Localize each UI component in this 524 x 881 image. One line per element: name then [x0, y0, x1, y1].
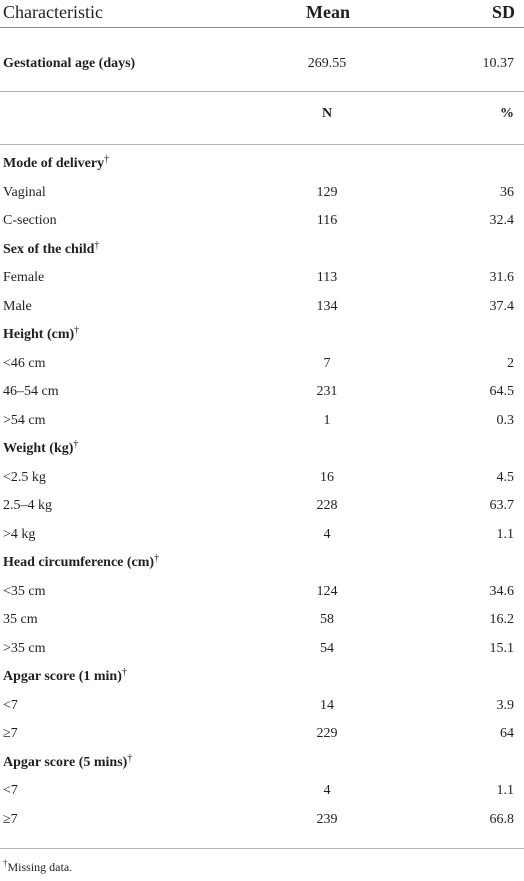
- group-header: [0, 321, 524, 351]
- row-percent: 0.3: [496, 412, 514, 428]
- group-title-text: Sex of the child: [3, 241, 95, 257]
- dagger-mark: †: [104, 154, 110, 165]
- group-header: [0, 549, 524, 579]
- dagger-mark: †: [121, 667, 127, 678]
- group-header: [0, 749, 524, 779]
- group-title: [3, 669, 127, 685]
- group-header: [0, 150, 524, 180]
- row-n: 54: [320, 640, 334, 656]
- group-title-text: Apgar score (1 min): [3, 669, 122, 684]
- row-percent: 64.5: [489, 384, 514, 399]
- row-n: 124: [316, 583, 338, 599]
- group-header: [0, 663, 524, 693]
- group-title-text: Weight (kg): [3, 441, 74, 456]
- table-row: [0, 207, 524, 237]
- divider: [0, 91, 524, 92]
- header-characteristic: Characteristic: [3, 2, 103, 22]
- row-percent: 1.1: [496, 526, 514, 542]
- group-title-text: Mode of delivery: [3, 156, 105, 171]
- row-percent: 66.8: [489, 811, 514, 827]
- group-title: [3, 441, 78, 457]
- row-n: 58: [320, 612, 334, 627]
- row-percent: 36: [500, 184, 514, 200]
- row-label: 2.5–4 kg: [3, 498, 52, 513]
- row-percent: 2: [507, 355, 514, 371]
- row-label: <46 cm: [3, 355, 46, 371]
- row-n: 129: [316, 184, 338, 200]
- row-n: 239: [316, 811, 338, 827]
- row-n: 228: [316, 498, 338, 513]
- subheader-percent: %: [500, 106, 514, 121]
- row-percent: 64: [500, 726, 514, 741]
- table-row: [0, 293, 524, 323]
- row-label: <2.5 kg: [3, 469, 46, 485]
- group-title-text: Apgar score (5 mins): [3, 754, 128, 770]
- group-title: [3, 752, 133, 771]
- row-label: ≥7: [3, 811, 18, 827]
- dagger-mark: †: [74, 325, 80, 336]
- divider: [0, 144, 524, 145]
- table-row: [0, 521, 524, 551]
- row-n: 116: [316, 213, 338, 228]
- row-percent: 63.7: [489, 498, 514, 513]
- table-row: [0, 179, 524, 209]
- table-row: [0, 606, 524, 636]
- dagger-mark: †: [154, 553, 160, 564]
- gestational-age-row: [0, 50, 524, 80]
- group-title: [3, 555, 159, 571]
- gestational-age-label: Gestational age (days): [3, 56, 136, 71]
- row-label: Male: [3, 298, 32, 314]
- group-title-text: Height (cm): [3, 327, 75, 342]
- row-label: >35 cm: [3, 640, 46, 656]
- table-row: [0, 350, 524, 380]
- table-row: [0, 777, 524, 807]
- header-sd: SD: [491, 2, 515, 22]
- table-row: [0, 492, 524, 522]
- group-header: [0, 435, 524, 465]
- gestational-age-sd: 10.37: [482, 56, 514, 71]
- row-n: 16: [320, 469, 334, 485]
- group-title: [3, 239, 100, 258]
- row-percent: 16.2: [489, 612, 514, 627]
- table-row: [0, 264, 524, 294]
- footnote-text: Missing data.: [7, 860, 73, 874]
- group-title: [3, 156, 109, 172]
- row-n: 229: [316, 726, 338, 741]
- row-percent: 4.5: [496, 469, 514, 485]
- row-n: 4: [323, 783, 331, 798]
- table-row: [0, 635, 524, 665]
- row-label: <7: [3, 697, 18, 713]
- header-mean: Mean: [306, 2, 350, 22]
- row-n: 14: [320, 697, 334, 713]
- table-bottom-rule: [0, 848, 524, 849]
- row-percent: 31.6: [489, 270, 514, 285]
- row-n: 231: [316, 384, 338, 399]
- row-percent: 15.1: [489, 640, 514, 656]
- row-label: Female: [3, 270, 45, 285]
- dagger-mark: †: [94, 239, 100, 251]
- row-label: <7: [3, 783, 18, 798]
- group-header: [0, 236, 524, 266]
- row-n: 113: [316, 270, 338, 285]
- row-n: 4: [323, 526, 331, 542]
- group-title-text: Head circumference (cm): [3, 555, 155, 570]
- row-percent: 32.4: [489, 213, 514, 228]
- group-title: [3, 327, 79, 343]
- table-row: [0, 720, 524, 750]
- row-percent: 37.4: [489, 298, 514, 314]
- table-row: [0, 578, 524, 608]
- table-row: [0, 464, 524, 494]
- row-label: C-section: [3, 213, 57, 228]
- table-header: [0, 0, 524, 28]
- footnote: [3, 860, 72, 875]
- row-label: 35 cm: [3, 612, 38, 627]
- row-label: 46–54 cm: [3, 384, 59, 399]
- dagger-mark: †: [127, 752, 133, 764]
- row-label: Vaginal: [3, 184, 46, 200]
- footnote-mark: †: [3, 858, 8, 868]
- table-row: [0, 692, 524, 722]
- row-label: <35 cm: [3, 583, 46, 599]
- row-label: >4 kg: [3, 526, 36, 542]
- row-percent: 3.9: [496, 697, 514, 713]
- dagger-mark: †: [73, 439, 79, 450]
- row-label: ≥7: [3, 726, 18, 741]
- row-n: 134: [316, 298, 338, 314]
- table-row: [0, 378, 524, 408]
- row-n: 7: [323, 355, 331, 371]
- row-n: 1: [323, 412, 331, 428]
- row-label: >54 cm: [3, 412, 46, 428]
- row-percent: 1.1: [496, 783, 514, 798]
- gestational-age-mean: 269.55: [307, 56, 347, 71]
- row-percent: 34.6: [489, 583, 514, 599]
- table-row: [0, 407, 524, 437]
- subheader-n: N: [321, 106, 333, 121]
- count-subheader: [0, 100, 524, 130]
- table-row: [0, 806, 524, 836]
